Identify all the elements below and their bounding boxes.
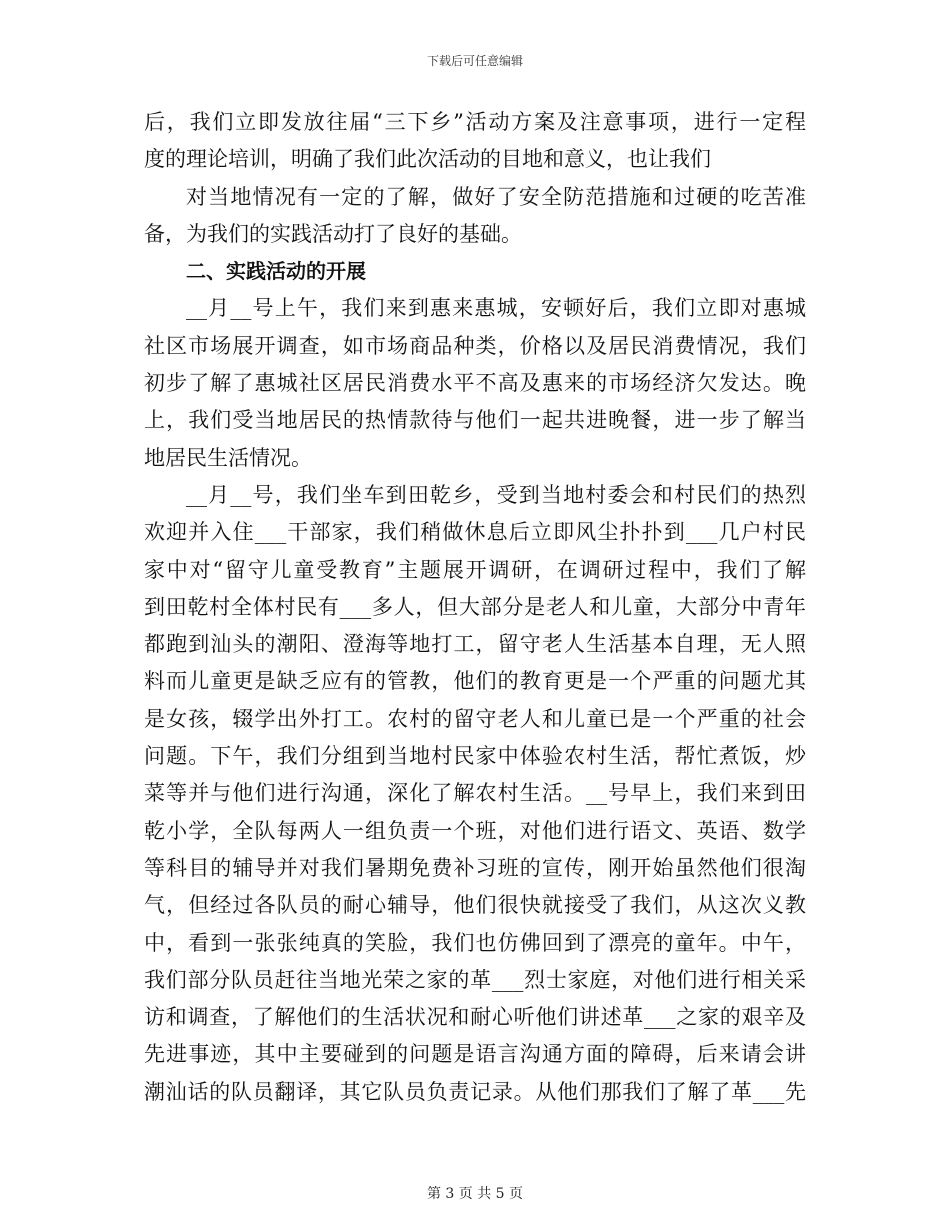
text-line: 料而儿童更是缺乏应有的管教，他们的教育更是一个严重的问题尤其 bbox=[144, 669, 806, 694]
text-line: 后，我们立即发放往届“三下乡”活动方案及注意事项，进行一定程 bbox=[144, 110, 806, 134]
page-footer: 第 3 页 共 5 页 bbox=[426, 1186, 524, 1202]
document-body bbox=[144, 104, 806, 1111]
text-line: 先进事迹，其中主要碰到的问题是语言沟通方面的障碍，后来请会讲 bbox=[144, 1042, 806, 1067]
text-line: __月__号，我们坐车到田乾乡，受到当地村委会和村民们的热烈 bbox=[186, 482, 806, 507]
text-line: 社区市场展开调查，如市场商品种类，价格以及居民消费情况，我们 bbox=[144, 333, 806, 358]
text-line: 问题。下午，我们分组到当地村民家中体验农村生活，帮忙煮饭，炒 bbox=[144, 744, 806, 769]
text-line: 潮汕话的队员翻译，其它队员负责记录。从他们那我们了解了革___先 bbox=[144, 1079, 806, 1104]
text-line: 家中对“留守儿童受教育”主题展开调研，在调研过程中，我们了解 bbox=[144, 557, 806, 582]
text-line: 欢迎并入住___干部家，我们稍做休息后立即风尘扑扑到___几户村民 bbox=[144, 520, 806, 545]
text-line: 我们部分队员赶往当地光荣之家的革___烈士家庭，对他们进行相关采 bbox=[144, 967, 806, 992]
text-line: 气，但经过各队员的耐心辅导，他们很快就接受了我们，从这次义教 bbox=[144, 893, 806, 918]
text-line: 对当地情况有一定的了解，做好了安全防范措施和过硬的吃苦准 bbox=[186, 184, 806, 209]
text-line: 上，我们受当地居民的热情款待与他们一起共进晚餐，进一步了解当 bbox=[144, 408, 806, 433]
section-heading: 二、实践活动的开展 bbox=[186, 259, 366, 284]
text-line: 是女孩，辍学出外打工。农村的留守老人和儿童已是一个严重的社会 bbox=[144, 706, 806, 731]
text-line: __月__号上午，我们来到惠来惠城，安顿好后，我们立即对惠城 bbox=[186, 296, 806, 321]
text-line: 备，为我们的实践活动打了良好的基础。 bbox=[144, 221, 522, 246]
text-line: 度的理论培训，明确了我们此次活动的目地和意义，也让我们 bbox=[144, 147, 711, 172]
text-line: 乾小学，全队每两人一组负责一个班，对他们进行语文、英语、数学 bbox=[144, 818, 806, 843]
text-line: 等科目的辅导并对我们暑期免费补习班的宣传，刚开始虽然他们很淘 bbox=[144, 855, 806, 880]
text-line: 访和调查，了解他们的生活状况和耐心听他们讲述革___之家的艰辛及 bbox=[144, 1005, 806, 1030]
text-line: 都跑到汕头的潮阳、澄海等地打工，留守老人生活基本自理，无人照 bbox=[144, 632, 806, 657]
text-line: 初步了解了惠城社区居民消费水平不高及惠来的市场经济欠发达。晚 bbox=[144, 371, 806, 396]
text-line: 中，看到一张张纯真的笑脸，我们也仿佛回到了漂亮的童年。中午， bbox=[144, 930, 806, 955]
page-header: 下载后可任意编辑 bbox=[426, 54, 523, 68]
text-line: 菜等并与他们进行沟通，深化了解农村生活。__号早上，我们来到田 bbox=[144, 781, 806, 806]
text-line: 地居民生活情况。 bbox=[144, 445, 312, 470]
text-line: 到田乾村全体村民有___多人，但大部分是老人和儿童，大部分中青年 bbox=[144, 594, 806, 619]
